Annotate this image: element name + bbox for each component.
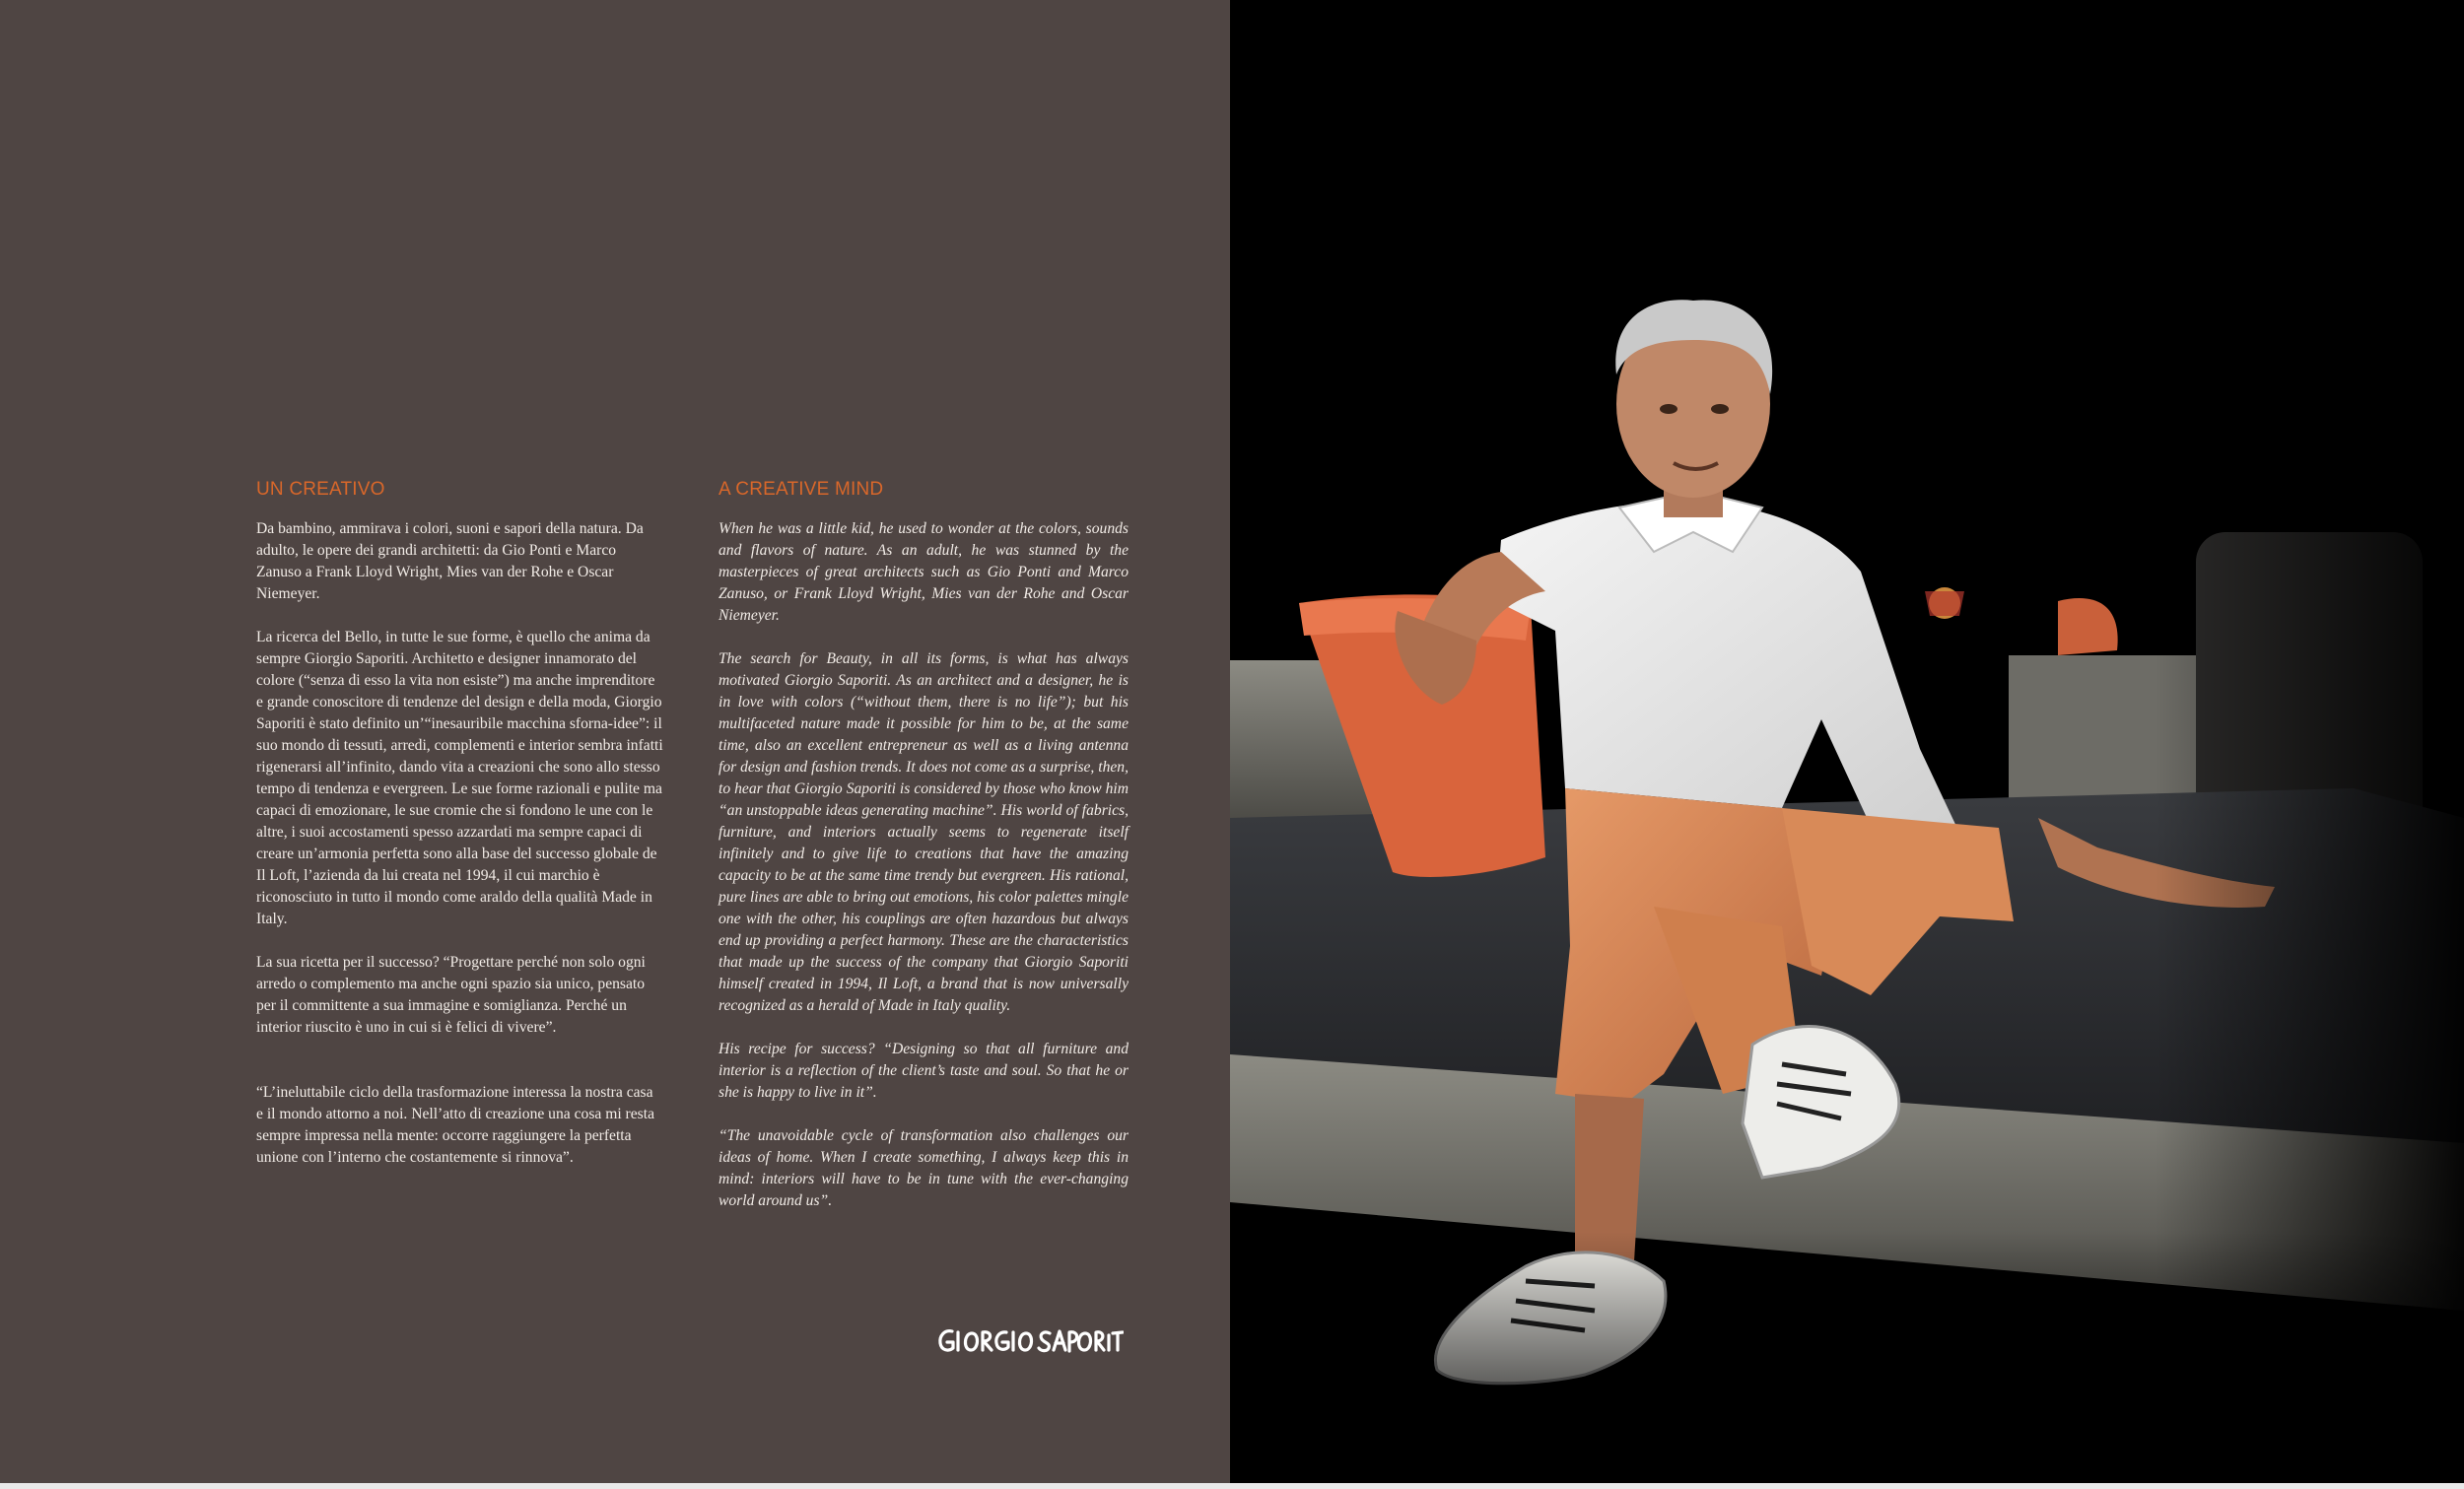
english-paragraph-1: When he was a little kid, he used to wonder at the colors, sounds and flavors of nature. As an adult, he was stunned by the masterpieces of great architects such as Gio Ponti and Marco Zanuso, or Frank Lloyd Wright, Mies van der Rohe and Oscar Niemeyer. <box>719 520 1129 624</box>
page-bottom-edge <box>0 1483 2464 1489</box>
italian-paragraph-1: Da bambino, ammirava i colori, suoni e sapori della natura. Da adulto, le opere dei grandi architetti: da Gio Ponti e Marco Zanuso a Frank Lloyd Wright, Mies van der Rohe e Oscar Niemeyer. <box>256 520 644 602</box>
english-paragraph-3: His recipe for success? “Designing so that all furniture and interior is a reflection of the client’s taste and soul. So that he or she is happy to live in it”. <box>719 1041 1129 1101</box>
italian-column <box>256 479 663 1190</box>
portrait-photo <box>1230 0 2464 1489</box>
left-page <box>0 0 1230 1489</box>
italian-paragraph-2: La ricerca del Bello, in tutte le sue forme, è quello che anima da sempre Giorgio Saporiti. Architetto e designer innamorato del colore (“senza di esso la vita non esiste”) ma anche imprenditore e grande conoscitore di tendenze del design e della moda, Giorgio Saporiti è stato definito un’“inesauribile macchina sforna-idee”: il suo mondo di tessuti, arredi, complementi e interior sembra infatti rigenerarsi all’infinito, dando vita a creazioni che sono allo stesso tempo di tendenza e evergreen. Le sue forme razionali e pulite ma capaci di emozionare, le sue cromie che si fondono le une con le altre, i suoi accostamenti spesso azzardati ma sempre capaci di creare un’armonia perfetta sono alla base del successo globale de Il Loft, l’azienda da lui creata nel 1994, il cui marchio è riconosciuto in tutto il mondo come araldo della qualità Made in Italy. <box>256 629 663 927</box>
signature-logo <box>936 1322 1124 1367</box>
italian-quote: “L’ineluttabile ciclo della trasformazione interessa la nostra casa e il mondo attorno a noi. Nell’atto di creazione una cosa mi resta sempre impressa nella mente: occorre raggiungere la perfetta unione con l’interno che costantemente si rinnova”. <box>256 1084 654 1166</box>
italian-heading: UN CREATIVO <box>256 479 385 500</box>
english-column <box>719 479 1129 1234</box>
english-paragraph-2: The search for Beauty, in all its forms, is what has always motivated Giorgio Saporiti. As an architect and a designer, he is in love with colors (“without them, there is no life”); but his multifaceted nature made it possible for him to be, at the same time, also an excellent entrepreneur as well as a living antenna for design and fashion trends. It does not come as a surprise, then, to hear that Giorgio Saporiti is considered by those who know him “an unstoppable ideas generating machine”. His world of fabrics, furniture, and interiors actually seems to regenerate itself infinitely and to give life to creations that have the amazing capacity to be at the same time trendy but evergreen. His rational, pure lines are able to bring out emotions, his color palettes mingle one with the other, his couplings are often hazardous but always end up providing a perfect harmony. These are the characteristics that made up the success of the company that Giorgio Saporiti himself created in 1994, Il Loft, a brand that is now universally recognized as a herald of Made in Italy quality. <box>719 650 1129 1014</box>
italian-paragraph-3: La sua ricetta per il successo? “Progettare perché non solo ogni arredo o complemento ma anche ogni spazio sia unico, pensato per il committente a sua immagine e somiglianza. Perché un interior riuscito è uno in cui si è felici di vivere”. <box>256 954 646 1036</box>
english-heading: A CREATIVE MIND <box>719 479 884 500</box>
english-quote: “The unavoidable cycle of transformation also challenges our ideas of home. When I create something, I always keep this in mind: interiors will have to be in tune with the ever-changing world around us”. <box>719 1127 1129 1209</box>
